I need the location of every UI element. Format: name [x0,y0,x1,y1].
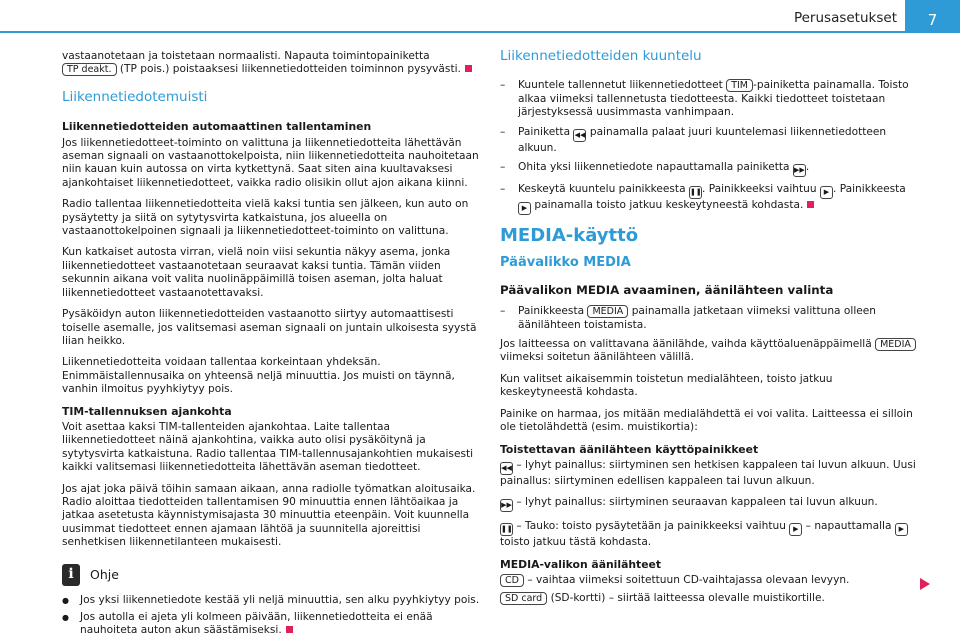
running-header-title: Perusasetukset [793,10,897,26]
section-end-marker [286,626,293,633]
skip-back-icon: ◀◀ [500,462,513,475]
media-key: MEDIA [875,338,916,351]
paragraph: ◀◀ – lyhyt painallus: siirtyminen sen hetkisen kappaleen tai luvun alkuun. Uusi painallus: siirtyminen edellisen kappaleen tai luvun alkuun. [500,458,916,487]
paragraph: SD card (SD-kortti) – siirtää laitteessa olevalle muistikortille. [500,592,918,605]
note-bullet: ● Jos autolla ei ajeta yli kolmeen päivään, liikennetiedotteita ei enää nauhoiteta auton akun säästämiseksi. [62,611,480,638]
skip-forward-icon: ▶▶ [500,499,513,512]
paragraph: Liikennetiedotteita voidaan tallentaa korkeintaan yhdeksän. Enimmäistallennusaika on yhteensä neljä minuuttia. Jos muisti on täynnä, vanhin ilmoitus pyyhkiytyy pois. [62,356,455,396]
section-end-marker [465,65,472,72]
paragraph: Jos laitteessa on valittavana äänilähde, vaihda käyttöaluenäppäimellä MEDIA viimeksi soitetun äänilähteen välillä. [500,338,918,365]
paragraph: ▶▶ – lyhyt painallus: siirtyminen seuraavan kappaleen tai luvun alkuun. [500,496,918,512]
heading-media-use: MEDIA-käyttö [500,225,639,247]
paragraph: Jos ajat joka päivä töihin samaan aikaan, anna radiolle työmatkan aloitusaika. Radio aloittaa tiedotteiden tallentamisen 90 minuuttia ennen lähtöaikaa ja jatkaa asetetusta käynnistymisajasta 30 minuuttia eteenpäin. Voit kuunnella uusimmat tiedotteet ennen ajamaan lähtöä ja suunnitella ajoreittisi senhetkisen liikennetilanteen mukaisesti. [62,482,476,549]
section-title-traffic-memory: Liikennetiedotemuisti [62,88,208,105]
note-bullet: ● Jos yksi liikennetiedote kestää yli neljä minuuttia, sen alku pyyhkiytyy pois. [62,594,480,607]
note-title: Ohje [90,566,119,582]
play-icon: ▶ [518,202,531,215]
left-column [62,50,480,642]
subheading-auto-save: Liikennetiedotteiden automaattinen tallentaminen [62,120,372,134]
subheading-tim-time: TIM-tallennuksen ajankohta [62,404,232,418]
tp-deakt-key: TP deakt. [62,63,117,76]
pause-icon: ❚❚ [500,523,513,536]
skip-back-icon: ◀◀ [573,129,586,142]
paragraph: Kun valitset aikaisemmin toistetun medialähteen, toisto jatkuu keskeytyneestä kohdasta. [500,372,833,399]
media-key: MEDIA [587,305,628,318]
cd-key: CD [500,574,524,587]
section-title-listening: Liikennetiedotteiden kuuntelu [500,48,702,64]
paragraph: Jos liikennetiedotteet-toiminto on valittuna ja liikennetiedotteita lähettävän aseman signaali on vastaanottokelpoista, niin liikennetiedotteita nauhoitetaan niin kauan kuin autossa on virta kytkettynä. Saat siten aina kuultavaksesi ajankohtaiset liikennetiedotteet, vaikka radio olisikin ollut ajon aikana kiinni. [62,136,479,189]
list-item: – Kuuntele tallennetut liikennetiedotteet TIM -painiketta painamalla. Toisto alkaa viimeksi tallennetusta tiedotteesta. Kaikki tiedotteet toistetaan järjestyksessä uusimmasta vanhimpaan. [500,79,918,119]
pause-icon: ❚❚ [689,186,702,199]
paragraph: CD – vaihtaa viimeksi soitettuun CD-vaihtajassa olevaan levyyn. [500,574,918,587]
tim-key: TIM [726,79,753,92]
continue-arrow-icon [920,578,930,590]
header-rule [0,31,960,33]
note-box [62,564,480,586]
paragraph: Voit asettaa kaksi TIM-tallenteiden ajankohtaa. Laite tallentaa liikennetiedotteet näinä ajankohtina, vaikka auto olisi pysäköitynä ja sytytysvirta katkaistuna. Radio tallentaa TIM-tallennusajankohtien mukaisesti kaikki valitsemasi liikennetiedotteita lähettävän aseman tiedotteet. [62,420,474,474]
play-icon: ▶ [820,186,833,199]
section-end-marker [807,201,814,208]
list-item: – Ohita yksi liikennetiedote napauttamalla painiketta ▶▶. [500,161,918,177]
info-icon: i [62,564,80,586]
intro-paragraph: vastaanotetaan ja toistetaan normaalisti. Napauta toimintopainiketta TP deakt. (TP pois.) poistaaksesi liikennetiedotteiden toiminnon pysyvästi. [62,50,480,77]
page-number: 7 [905,0,960,33]
paragraph: ❚❚ – Tauko: toisto pysäytetään ja painikkeeksi vaihtuu ▶ – napauttamalla ▶ toisto jatkuu tästä kohdasta. [500,520,918,549]
sd-card-key: SD card [500,592,547,605]
right-column [500,50,918,613]
paragraph: Radio tallentaa liikennetiedotteita vielä kaksi tuntia sen jälkeen, kun auto on pysäytetty ja siitä on sytytysvirta katkaistuna, jos alueella on vastaanottokelpoinen signaali ja liikennetiedotteet-toiminto on valittuna. [62,198,469,238]
subheading-playback-keys: Toistettavan äänilähteen käyttöpainikkeet [500,442,759,456]
heading-open-media: Päävalikon MEDIA avaaminen, äänilähteen valinta [500,282,834,297]
heading-media-menu: Päävalikko MEDIA [500,255,631,271]
paragraph: Painike on harmaa, jos mitään medialähdettä ei voi valita. Laitteessa ei silloin ole tietolähdettä (esim. muistikortia): [500,407,913,434]
play-icon: ▶ [789,523,802,536]
list-item: – Keskeytä kuuntelu painikkeesta ❚❚. Painikkeeksi vaihtuu ▶ . Painikkeesta ▶ painamalla toisto jatkuu keskeytyneestä kohdasta. [500,183,918,215]
play-icon: ▶ [895,523,908,536]
list-item: – Painikkeesta MEDIA painamalla jatketaan viimeksi valittuna olleen äänilähteen toistamista. [500,305,918,332]
list-item: – Painiketta ◀◀ painamalla palaat juuri kuuntelemasi liikennetiedotteen alkuun. [500,126,918,155]
paragraph: Kun katkaiset autosta virran, vielä noin viisi sekuntia näkyy asema, jonka liikennetiedotteet vastaanotetaan seuraavat kaksi tuntia. Tämän viiden sekunnin aikana voit valita nuolinäppäimillä toisen aseman, jolta haluat liikennetiedotteet vastaanotettavaksi. [62,246,451,299]
paragraph: Pysäköidyn auton liikennetiedotteiden vastaanotto siirtyy automaattisesti toiselle asemalle, jos valitsemasi aseman signaali on juntain ulkoisesta syystä liian heikko. [62,308,477,347]
subheading-media-sources: MEDIA-valikon äänilähteet [500,557,662,571]
skip-forward-icon: ▶▶ [793,164,806,177]
